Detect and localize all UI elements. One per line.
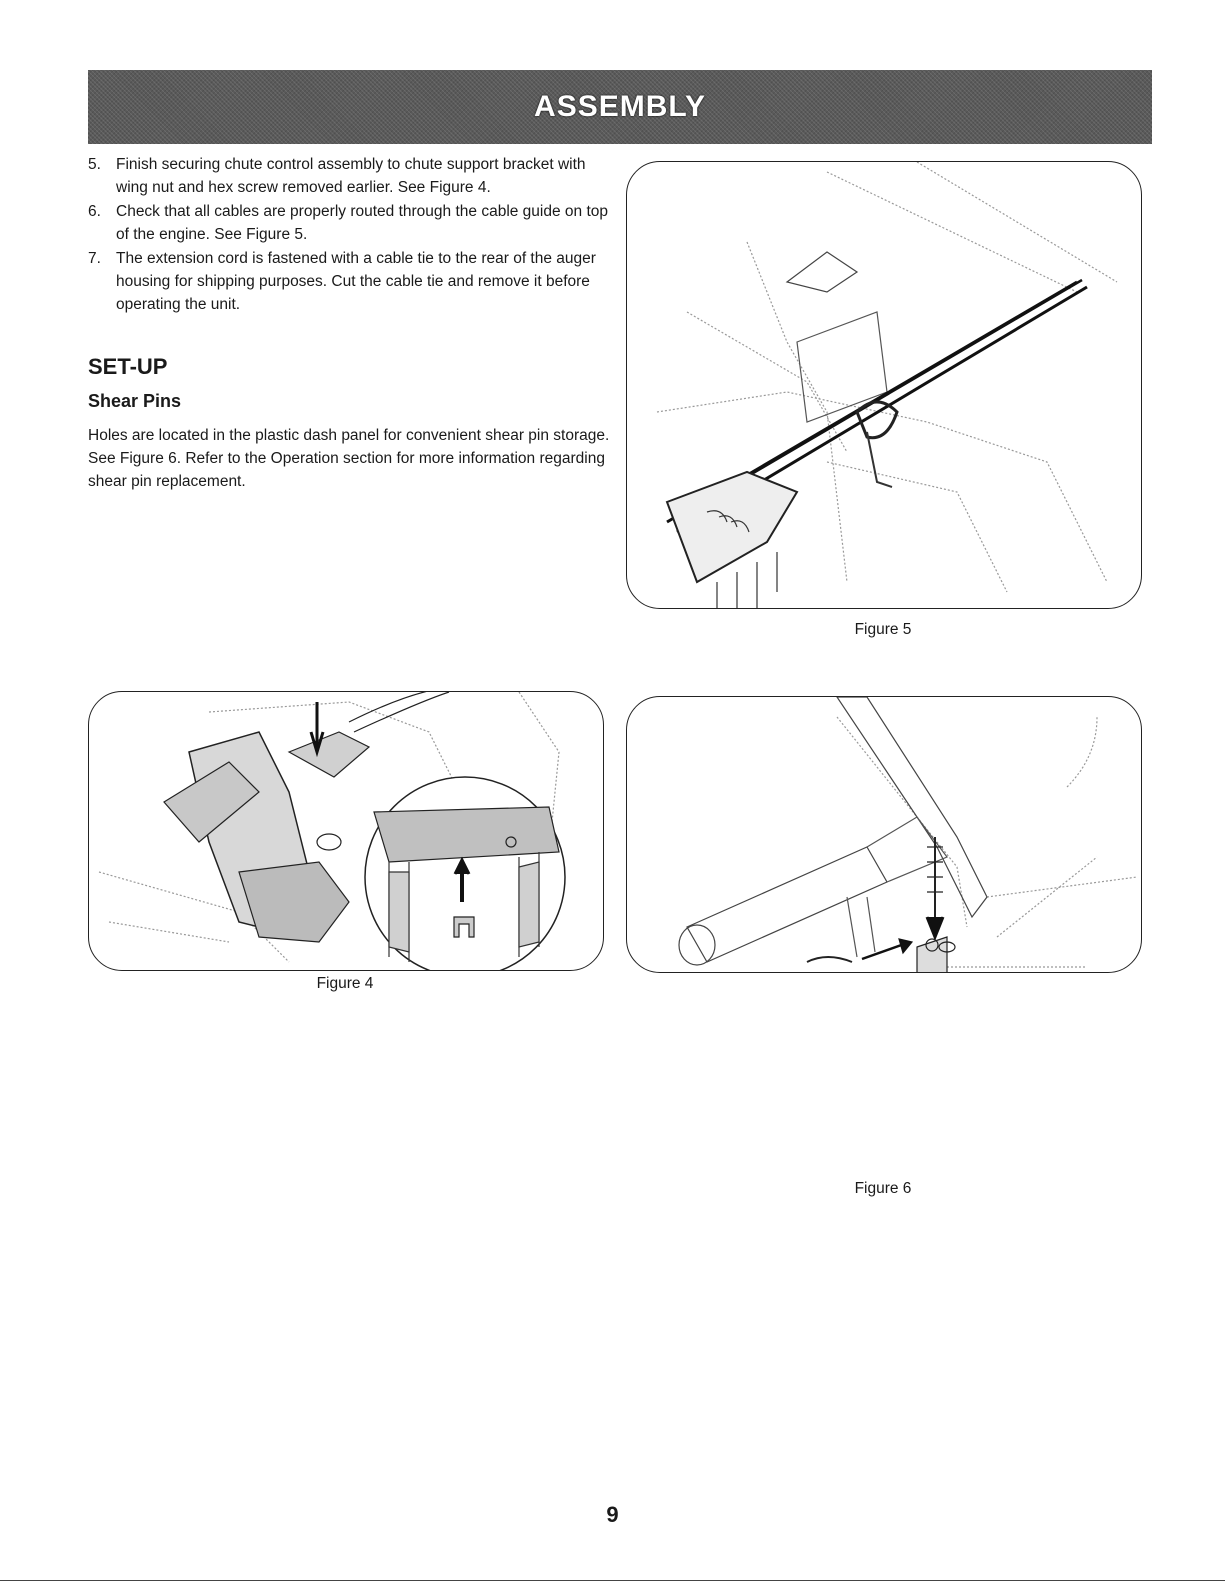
shear-pins-heading: Shear Pins <box>88 391 182 411</box>
shear-pins-paragraph: Holes are located in the plastic dash panel for convenient shear pin storage. See Figure 6. Refer to the Operation section for more information regarding shear pin replacement. <box>88 427 610 490</box>
figure-5-caption: Figure 5 <box>854 621 912 638</box>
section-banner <box>88 70 1152 144</box>
figure-4-illustration <box>88 691 604 971</box>
figure-4-caption: Figure 4 <box>316 975 374 992</box>
step-number: 6. <box>88 203 101 220</box>
bottom-divider <box>0 1580 1225 1581</box>
setup-heading: SET-UP <box>88 354 168 379</box>
step-number: 5. <box>88 156 101 173</box>
section-title: ASSEMBLY <box>534 90 706 123</box>
figure-5-illustration <box>626 161 1142 609</box>
assembly-steps-list <box>88 153 618 317</box>
list-item <box>88 153 618 199</box>
step-text: Finish securing chute control assembly to chute support bracket with wing nut and hex screw removed earlier. See Figure 4. <box>116 156 586 196</box>
shear-pin-storage-drawing <box>627 697 1141 972</box>
step-text: The extension cord is fastened with a cable tie to the rear of the auger housing for shipping purposes. Cut the cable tie and remove it before operating the unit. <box>116 250 596 313</box>
figure-6-caption: Figure 6 <box>854 1180 912 1197</box>
step-number: 7. <box>88 250 101 267</box>
figure-6-illustration <box>626 696 1142 973</box>
step-text: Check that all cables are properly routed through the cable guide on top of the engine. See Figure 5. <box>116 203 609 243</box>
page-number: 9 <box>606 1502 619 1527</box>
chute-control-drawing <box>89 692 603 970</box>
list-item <box>88 200 618 246</box>
list-item <box>88 247 618 316</box>
cable-guide-drawing <box>627 162 1141 608</box>
